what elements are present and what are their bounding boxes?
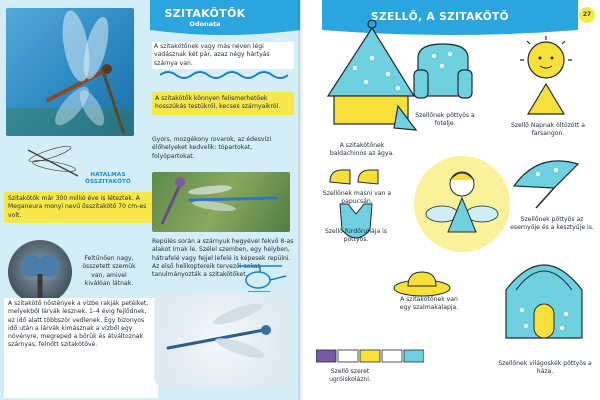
caption-hopscotch: Szellő szeret ugróiskolázni. bbox=[329, 368, 371, 384]
left-page-subtitle: Odonata bbox=[189, 20, 221, 28]
canopy-bed-illustration bbox=[310, 18, 420, 138]
book-spine bbox=[297, 0, 303, 400]
text-fast: Gyors, mozgékony rovarok, az édesvízi élőhelyeket kedvelik: tópartokat, folyópartokat. bbox=[152, 136, 272, 160]
text-eggs: A szitakötő nőstények a vízbe rakják petéiket, melyekből lárvák lesznek. 1–4 évig fejlődnek, ez idő alatt többször vedlenek. Egy bizonyos idő után a lárvák kimásznak a vízből egy növényre, megreped a bőrük és átváltoznak szárnyas, felnőtt szitakötővé. bbox=[4, 298, 158, 398]
dragonfly-photo-illustration bbox=[6, 8, 134, 136]
caption-sun: Szellő Napnak öltözött a farsangon. bbox=[510, 122, 585, 138]
house-illustration bbox=[496, 240, 592, 340]
text-eyes: Feltűnően nagy, összetett szemük van, amivel kiválóan látnak. bbox=[82, 255, 136, 287]
photo-dragonfly-flying bbox=[154, 292, 290, 388]
callout-giant-dragonfly: HATALMAS ŐSSZITAKÖTŐ bbox=[84, 172, 132, 185]
caption-hat: A szitakötőnek van egy szalmakalapja. bbox=[399, 296, 459, 312]
straw-hat-illustration bbox=[392, 268, 452, 298]
caption-swimsuit: Szellő fürdőruhája is pöttyös. bbox=[324, 228, 388, 244]
flying-dragonfly-illustration bbox=[154, 292, 290, 388]
text-recognize: A szitakötők könnyen felismerhetőek hosszúkás testükről, kecses szárnyaikról. bbox=[152, 92, 294, 115]
wave-decoration bbox=[160, 70, 288, 80]
caption-chair: Szellőnek pöttyös a fotelje. bbox=[415, 112, 475, 128]
caption-bed: A szitakötőnek baldachinos az ágya. bbox=[329, 142, 395, 158]
text-flight: Repülés során a szárnyuk hegyével fekvő 8-as alakot írnak le. Szélel szemben, egy helyben, hátrafelé vagy fejjel lefelé is képesek repülni. Az első helikoptereik tervezői sokat tanulmányozták a szitakötőket. bbox=[152, 238, 294, 279]
dragonfly-character-illustration bbox=[412, 154, 512, 254]
caption-house: Szellőnek világoskék pöttyös a háza. bbox=[498, 360, 592, 376]
left-page-title: SZITAKÖTŐK bbox=[164, 7, 246, 20]
sun-costume-illustration bbox=[510, 36, 582, 116]
hopscotch-illustration bbox=[316, 324, 424, 368]
text-intro: A szitakötőnek vagy más néven légi vadásznak két pár, azaz négy hártyás szárnya van. bbox=[152, 42, 294, 69]
text-size: Szitakötők már 300 millió éve is léteztek. A Meganeura monyi nevű ősszitakötő 70 cm-es volt. bbox=[4, 192, 158, 223]
fossil-dragonfly-sketch bbox=[20, 140, 90, 186]
umbrella-illustration bbox=[508, 150, 586, 210]
caption-umbrella: Szellőnek pöttyös az esernyője és a kesztyűje is. bbox=[510, 216, 594, 232]
right-page-title: SZELLŐ, A SZITAKÖTŐ bbox=[371, 11, 509, 23]
armchair-illustration bbox=[412, 40, 474, 104]
photo-damselfly bbox=[152, 172, 290, 232]
photo-dragonfly-eyes bbox=[8, 240, 72, 304]
damselfly-photo-illustration bbox=[152, 172, 290, 232]
caption-slippers: Szellőnek masni van a papucsán. bbox=[322, 190, 392, 206]
page-number: 27 bbox=[579, 7, 595, 23]
photo-dragonfly-perched bbox=[6, 8, 134, 136]
eyes-photo-illustration bbox=[8, 240, 72, 304]
slippers-illustration bbox=[328, 164, 384, 188]
